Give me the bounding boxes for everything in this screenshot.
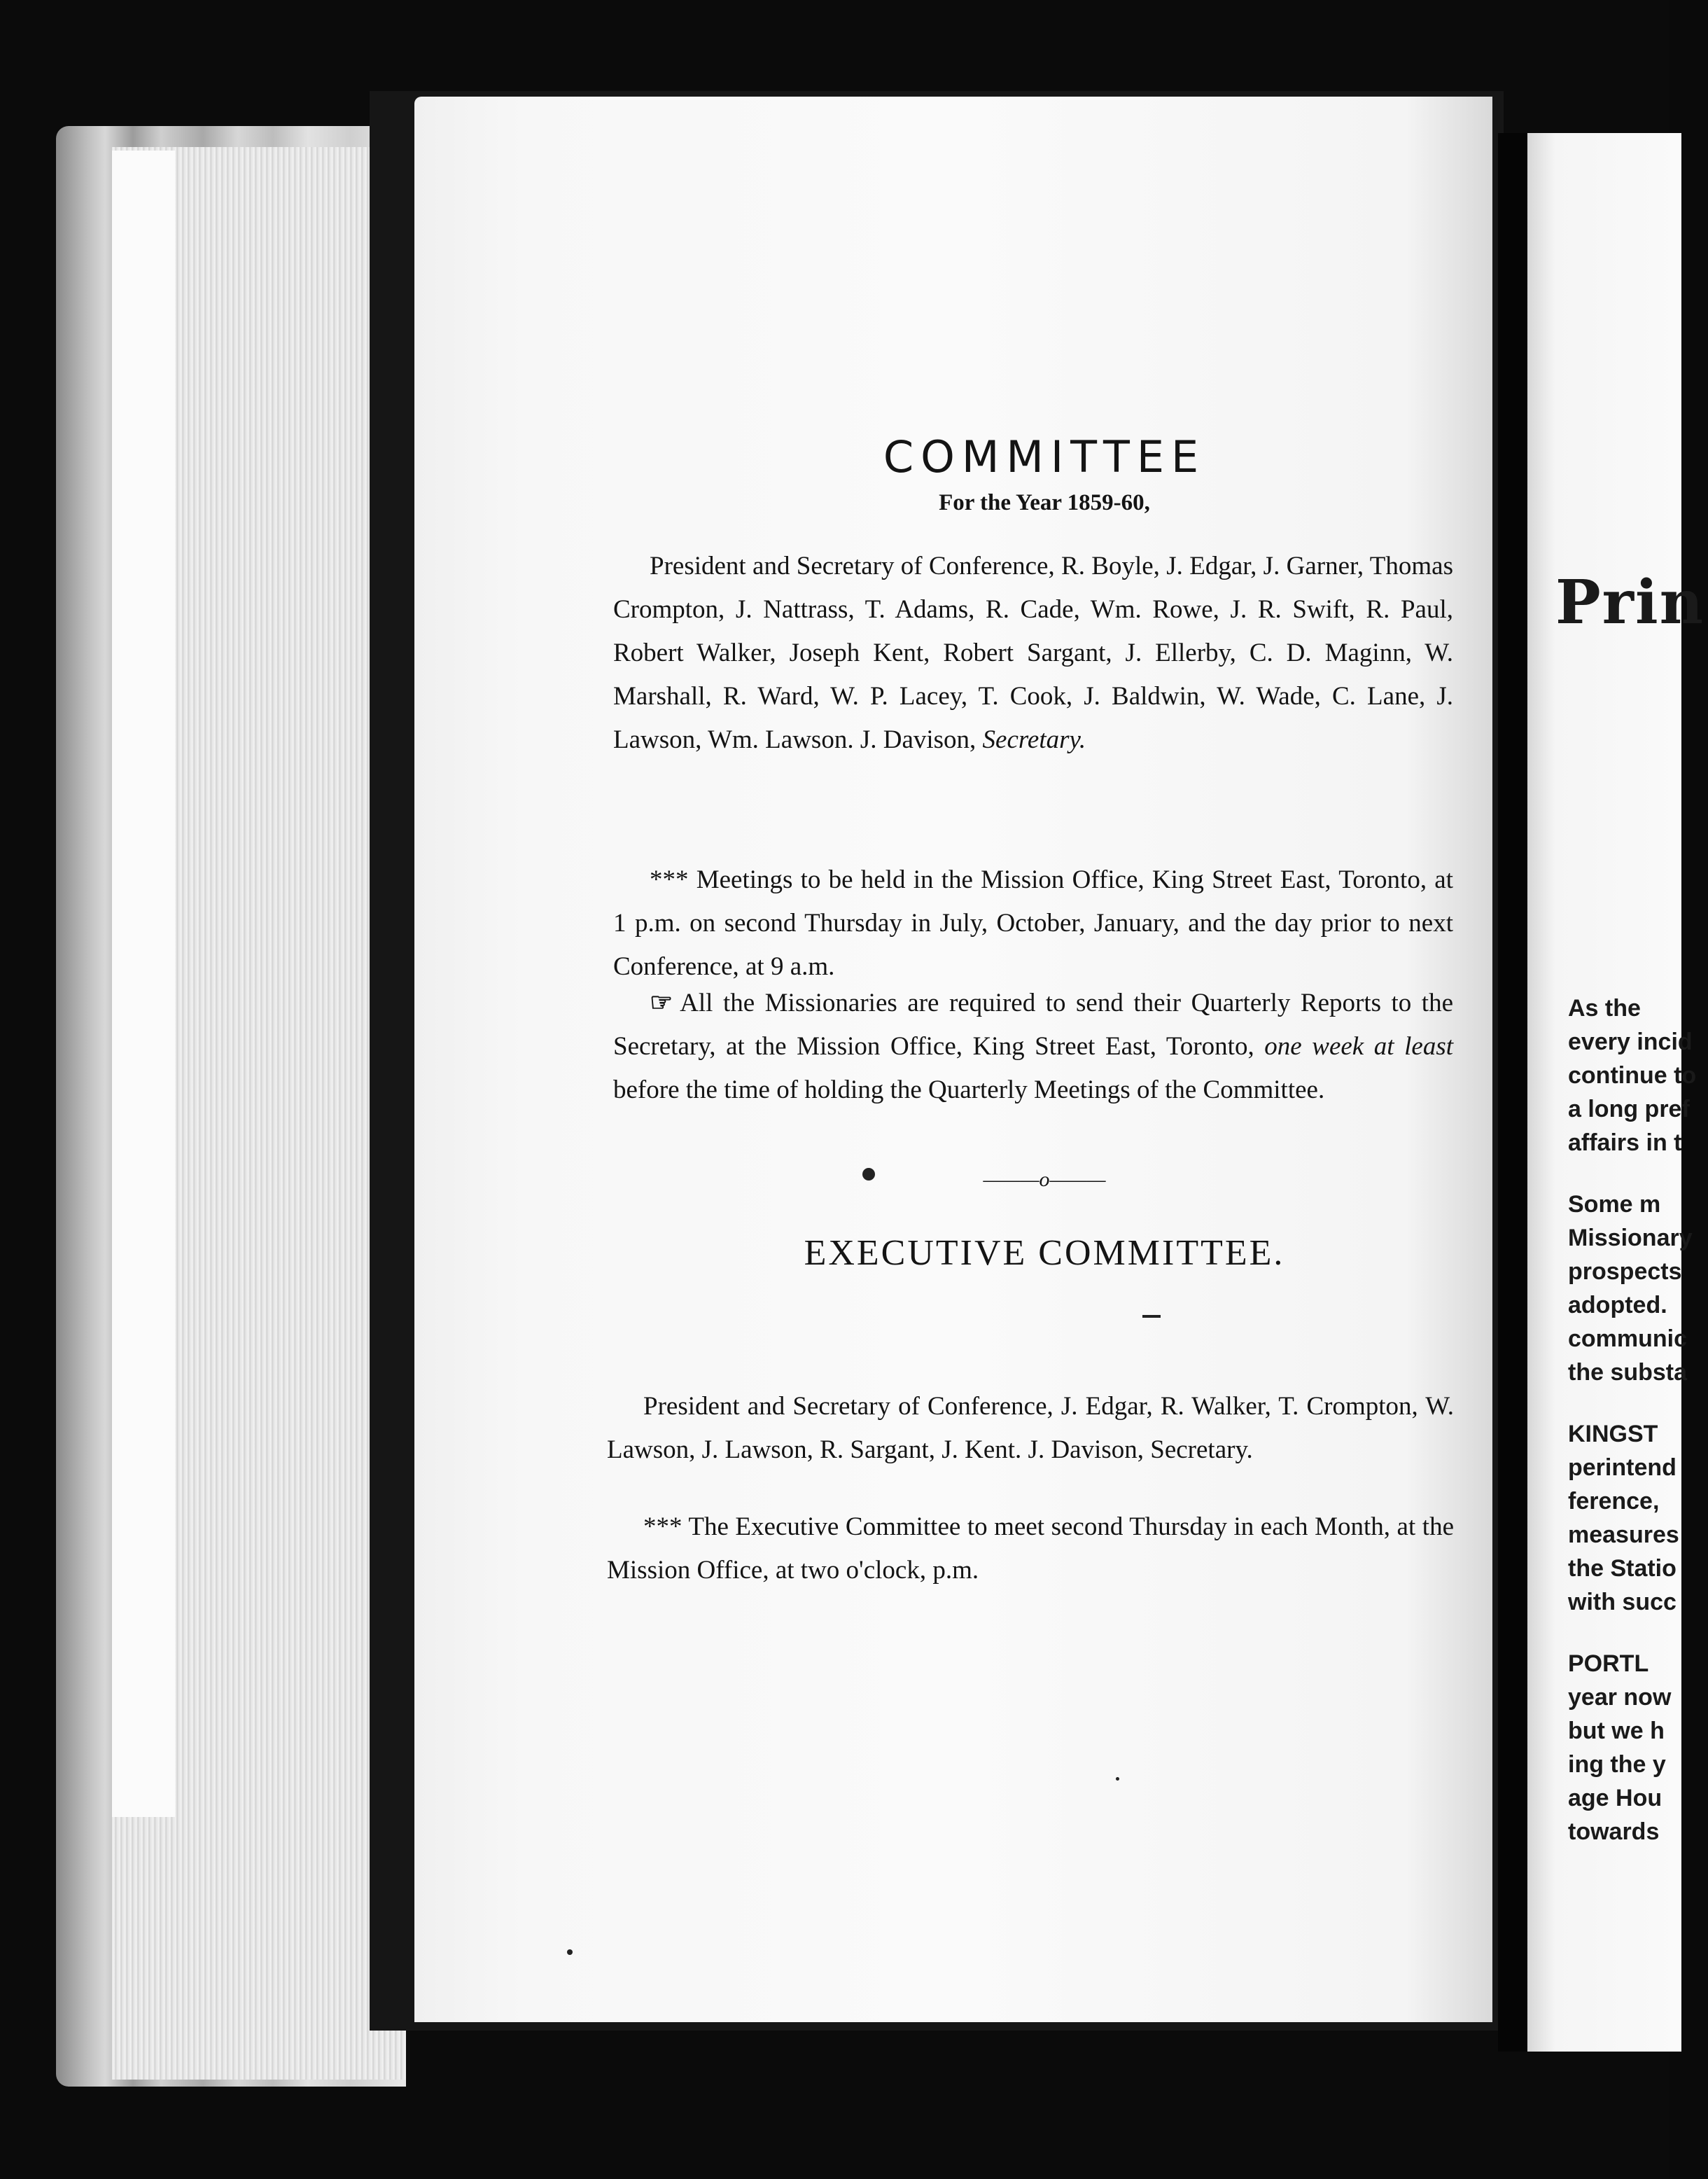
facing-line: the substa [1568,1359,1688,1386]
facing-page [1527,133,1705,2052]
book-gutter [1498,133,1527,2052]
facing-line: towards [1568,1818,1660,1845]
pointing-hand-icon: ☞ [650,989,673,1017]
facing-line: affairs in t [1568,1129,1682,1156]
facing-line: a long pref [1568,1096,1690,1122]
committee-members-text: President and Secretary of Conference, R. Boyle, J. Edgar, J. Garner, Thomas Crompton, J. Nattrass, T. Adams, R. Cade, Wm. Rowe, J. R. Swift, R. Paul, Robert Walker, Joseph Kent, Robert Sargant, J. Ellerby, C. D. Maginn, W. Marshall, R. Ward, W. P. Lacey, T. Cook, J. Baldwin, W. Wade, C. Lane, J. Lawson, Wm. Lawson. J. Davison, [613,552,1453,754]
white-flyleaf [112,151,175,1817]
facing-page-title-fragment: Prin [1555,567,1705,638]
committee-subheading: For the Year 1859-60, [939,490,1150,515]
committee-members-paragraph [613,545,1453,762]
facing-line: year now [1568,1684,1672,1711]
executive-members-paragraph [607,1385,1454,1472]
executive-meeting-paragraph [607,1505,1454,1592]
facing-line: the Statio [1568,1555,1676,1582]
facing-line: but we h [1568,1718,1665,1744]
facing-line: PORTL [1568,1650,1649,1677]
reports-text-after: before the time of holding the Quarterly Meetings of the Committee. [613,1075,1325,1104]
section-divider: ———o——— [983,1168,1106,1191]
facing-line: perintend [1568,1454,1676,1481]
facing-line: age Hou [1568,1785,1662,1811]
facing-line: communic [1568,1325,1688,1352]
facing-line: adopted. [1568,1292,1667,1318]
reports-paragraph [613,982,1453,1112]
meetings-text: *** Meetings to be held in the Mission Office, King Street East, Toronto, at 1 p.m. on second Thursday in July, October, January, and the day prior to next Conference, at 9 a.m. [613,865,1453,981]
reports-emphasis: one week at least [1264,1032,1453,1061]
ink-speck [1116,1777,1119,1781]
page-content [414,97,1492,2022]
facing-line: with succ [1568,1589,1676,1615]
executive-meeting-text: *** The Executive Committee to meet second Thursday in each Month, at the Mission Office, at two o'clock, p.m. [607,1512,1454,1585]
left-page [414,97,1492,2022]
facing-line: As the [1568,995,1641,1022]
facing-line: ference, [1568,1488,1660,1515]
facing-line: every incid [1568,1029,1693,1055]
facing-page-text [1568,991,1708,1849]
committee-heading: COMMITTEE [883,431,1206,482]
facing-line: prospects [1568,1258,1682,1285]
facing-line: ing the y [1568,1751,1666,1778]
short-rule [1142,1315,1161,1318]
meetings-paragraph [613,858,1453,989]
facing-line: measures [1568,1522,1679,1548]
reports-text-before: All the Missionaries are required to send their Quarterly Reports to the Secretary, at the Mission Office, King Street East, Toronto, [613,989,1453,1061]
facing-line: KINGST [1568,1421,1658,1447]
ink-speck [862,1168,875,1181]
secretary-label: Secretary. [982,725,1086,754]
ink-speck [567,1949,573,1955]
facing-line: Some m [1568,1191,1661,1218]
executive-committee-heading: EXECUTIVE COMMITTEE. [804,1233,1285,1273]
facing-line: Missionary [1568,1225,1693,1251]
facing-line: continue to [1568,1062,1697,1089]
executive-members-text: President and Secretary of Conference, J. Edgar, R. Walker, T. Crompton, W. Lawson, J. Lawson, R. Sargant, J. Kent. J. Davison, Secretary. [607,1392,1454,1464]
